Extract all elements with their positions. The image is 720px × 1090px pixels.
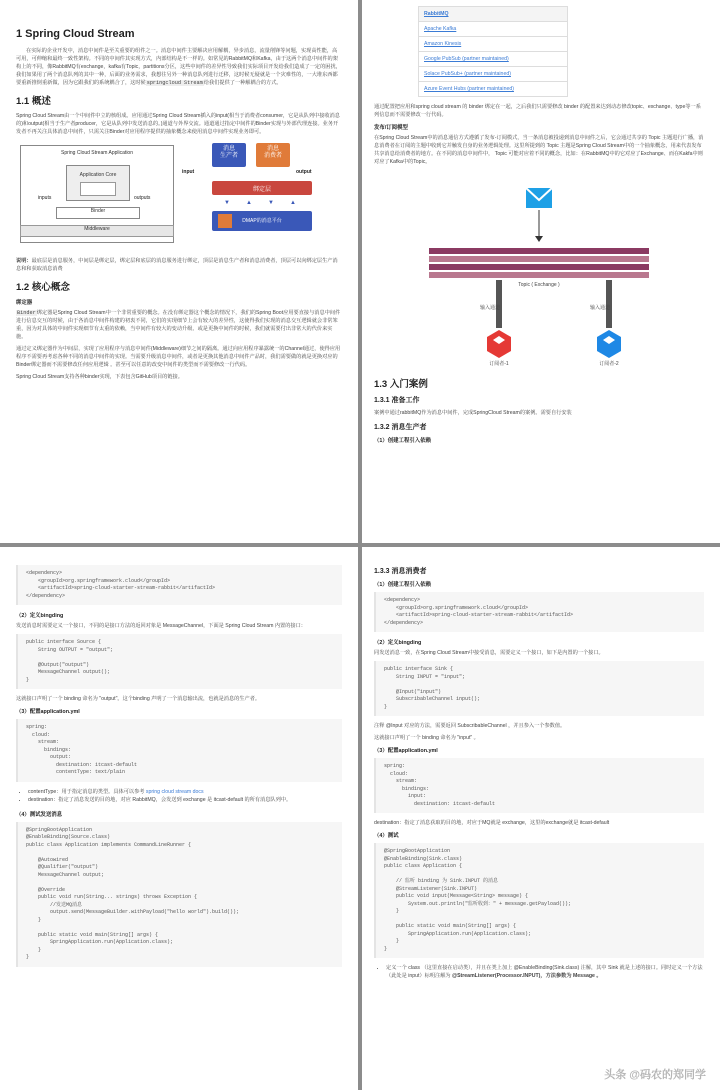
consumer-step-1: （1）创建工程引入依赖 <box>374 582 431 588</box>
producer-yml-code: spring: cloud: stream: bindings: output: destination: itcast-default contentType: text/plain <box>16 719 342 782</box>
binder-heading: 绑定器 <box>16 299 33 306</box>
application-core-label: Application Core <box>79 171 117 178</box>
consumer-box: 消息 消费者 <box>256 143 290 167</box>
content-type-item: • contentType：用于指定消息的类型。具体可以参考 spring cloud stream docs <box>28 788 342 796</box>
binder-paragraph-1: Binder绑定器是Spring Cloud Stream中一个非常重要的概念。在没有绑定器这个概念的情况下，我们的Spring Boot应用要直接与消息中间件进行信息交互的时候，由于各消息中间件构建的初衷不同，它们的实现细节上会有较大的差异性，这使得我们实现的消息交互逻辑就会非常笨重，因为对具体的中间件实现细节有太重的依赖，当中间件有较大的变动升级、或是更换中间件的时候，我们就需要付出非常大的代价来实施。 <box>16 309 341 340</box>
outputs-label: outputs <box>134 194 151 201</box>
section-overview-heading: 1.1 概述 <box>16 96 51 108</box>
diagram-app-label: Spring Cloud Stream Application <box>61 149 133 156</box>
pubsub-diagram-svg <box>374 170 704 370</box>
link-google-pubsub[interactable]: Google PubSub (partner maintained) <box>419 52 568 67</box>
link-kinesis[interactable]: Amazon Kinesis <box>419 37 568 52</box>
destination-item: • destination：指定了消息发送的目的地，对应 RabbitMQ，会发送到 exchange 是 itcast-default 的所有消息队列中。 <box>28 796 342 804</box>
output-flow-label: output <box>296 168 312 175</box>
producer-binding-paragraph-2: 这就接口声明了一个 binding 命名为 "output"。这个binding 声明了一个消息输出流，也就是消息的生产者。 <box>16 696 261 703</box>
section-core-concepts-heading: 1.2 核心概念 <box>16 281 70 293</box>
producer-step-4: （4）测试发送消息 <box>16 811 63 818</box>
preparation-heading: 1.3.1 准备工作 <box>374 397 420 405</box>
rabbitmq-logo-icon <box>218 214 232 228</box>
message-platform-label: DMAP的消息平台 <box>242 217 282 224</box>
diagram-note: 说明：最底层是消息服务，中间层是绑定层，绑定层和底层的消息服务进行绑定，顶层是消息生产者和消息消费者，顶层可以向绑定层生产消息和和获取消息消费 <box>16 257 338 272</box>
producer-dependency-code: <dependency> <groupId>org.springframework.cloud</groupId> <artifactId>spring-cloud-starter-stream-rabbit</artifactId> </dependency> <box>16 565 342 605</box>
link-rabbitmq[interactable]: RabbitMQ <box>419 7 568 22</box>
input-channel-2-label: 输入通道 <box>589 305 610 312</box>
bind-layer-box: 绑定层 <box>212 181 312 195</box>
link-azure[interactable]: Azure Event Hubs (partner maintained) <box>419 82 568 97</box>
binder-box <box>56 207 140 219</box>
topic-bar <box>429 248 649 254</box>
producer-step-1: （1）创建工程引入依赖 <box>374 438 431 445</box>
source-interface-code: public interface Source { String OUTPUT = "output"; @Output("output") MessageChannel output(); } <box>16 634 342 689</box>
binder-label: Binder <box>90 207 106 214</box>
binder-paragraph-2: 通过定义绑定器作为中间层，实现了应用程序与消息中间件(Middleware)细节之间的隔离。通过向应用程序暴露统一的Channel通过，使得应用程序不需要再考虑各种不同的消息中间件的实现。当需要升级消息中间件，或者是更换其他消息中间件产品时，我们需要做的就是更换对应的Binder绑定器而不需要修改任何应用逻辑 。甚至可以任意的改变中间件的类型而不需要修改一行代码。 <box>16 345 341 368</box>
page-title: 1 Spring Cloud Stream <box>16 28 135 40</box>
consumer-note-item: • 定义一个 class （这里直接在启动类），并且在类上加上 @EnableBinding(Sink.class) 注解，其中 Sink 就是上述的接口。同时定义一个方法（此处是 input）标明注解为 @StreamListener(Processor.INPUT)，方法参数为 Message 。 <box>386 964 704 980</box>
consumer-notes-list <box>386 964 704 980</box>
subscriber-2-label: 订阅者-2 <box>599 361 619 368</box>
binder-links-table <box>418 6 568 97</box>
architecture-diagram <box>16 141 342 249</box>
consumer-binding-paragraph: 同发送消息一致，在Spring Cloud Stream中接受消息，需要定义一个接口，如下是内置的一个接口。 <box>374 650 604 656</box>
document-page-1 <box>0 0 358 543</box>
producer-application-code: @SpringBootApplication @EnableBinding(Source.class) public class Application implements CommandLineRunner { @Autowired @Qualifier("output") MessageChannel output; @Override public void run(String... strings) throws Exception { //发送MQ消息 output.send(MessageBuilder.withPayload("hello world").build()); } public static void main(String[] args) { SpringApplication.run(Application.class); } } <box>16 822 342 967</box>
consumer-application-code: @SpringBootApplication @EnableBinding(Sink.class) public class Application { // 监听 binding 为 Sink.INPUT 的消息 @StreamListener(Sink.INPUT) public void input(Message<String> message) { System.out.println("监听收到：" + message.getPayload()); } public static void main(String[] args) { SpringApplication.run(Application.class); } } <box>374 843 704 958</box>
binder-paragraph-3: Spring Cloud Stream支持各种binder实现，下表包含GitHub项目的链接。 <box>16 374 183 381</box>
input-binding-note: 这就接口声明了一个 binding 命名为 "input" 。 <box>374 735 479 742</box>
producer-heading: 1.3.2 消息生产者 <box>374 424 427 432</box>
link-kafka[interactable]: Apache Kafka <box>419 22 568 37</box>
subscriber-1-label: 订阅者-1 <box>489 361 509 368</box>
producer-box: 消息 生产者 <box>212 143 246 167</box>
middleware-box <box>20 225 174 237</box>
document-page-3 <box>0 547 358 1090</box>
section-getting-started-heading: 1.3 入门案例 <box>374 379 428 391</box>
application-core-box <box>66 165 130 201</box>
document-page-2 <box>362 0 720 543</box>
consumer-step-2: （2）定义bingding <box>374 640 422 646</box>
watermark: 头条 @码农的郑同学 <box>604 1069 706 1081</box>
producer-config-list <box>28 788 342 804</box>
producer-binding-paragraph: 发送消息时需要定义一个接口，不同的是接口方法的返回对象是 MessageChannel，下面是 Spring Cloud Stream 内置的接口： <box>16 623 306 629</box>
consumer-step-4: （4）测试 <box>374 833 399 840</box>
core-inner-box <box>80 182 116 196</box>
middleware-label: Middleware <box>84 225 110 232</box>
binder-config-paragraph: 通过配置把应用和spring cloud stream 的 binder 绑定在一起，之后我们只需要修改 binder 的配置来达到动态修改topic、exchange、type等一系列信息而不需要修改一行代码。 <box>374 104 701 119</box>
topic-label: Topic ( Exchange ) <box>518 282 560 289</box>
arrow-row: ▼ ▲ ▼ ▲ <box>220 199 310 207</box>
input-flow-label: input <box>182 168 195 175</box>
link-solace[interactable]: Solace PubSub+ (partner maintained) <box>419 67 568 82</box>
document-page-4 <box>362 547 720 1090</box>
pubsub-diagram <box>374 170 704 370</box>
consumer-step-3: （3）配置application.yml <box>374 748 438 755</box>
pubsub-heading: 发布/订阅模型 <box>374 125 408 132</box>
inputs-label: inputs <box>38 194 52 201</box>
pubsub-paragraph: 在Spring Cloud Stream中的消息通信方式遵循了发布-订阅模式，当一条消息被投递到消息中间件之后，它会通过共享的 Topic 主题进行广播，消息消费者在订阅的主题中收到它并触发自身的业务逻辑处理。这里所提到的 Topic 主题是Spring Cloud Stream中的一个抽象概念，用来代表发布共享消息给消费者的地方。在不同的消息中间件中， Topic 可能对应着不同的概念，比如：在RabbitMQ中的它对应了Exchange、而在Kakfa中则对应了Kafka中的Topic。 <box>374 135 704 166</box>
consumer-destination-paragraph: destination：指定了消息获取的目的地，对应于MQ就是 exchange，这里的exchange就是 itcast-default <box>374 820 610 827</box>
sink-interface-code: public interface Sink { String INPUT = "input"; @Input("input") SubscribableChannel input(); } <box>374 661 704 716</box>
consumer-yml-code: spring: cloud: stream: bindings: input: destination: itcast-default <box>374 758 704 813</box>
intro-paragraph: 在实际的企业开发中，消息中间件是至关重要的组件之一。消息中间件主要解决应用解耦，异步消息，流量削锋等问题，实现高性能，高可用，可伸缩和最终一致性架构。不同的中间件其实现方式，内部结构是不一样的。如常见的RabbitMQ和Kafka，由于这两个消息中间件的架构上的不同，像RabbitMQ有exchange，kafka有Topic，partitions分区，这些中间件的差异性导致我们实际项目开发给我们造成了一定的困扰，我们如果用了两个消息队列的其中一种，后面的业务需求，我想往另外一种消息队列进行迁移，这时候无疑就是一个灾难性的，一大堆东西都要重新推倒重新做，因为它跟我们的系统耦合了，这时候springcloud Stream给我们提供了一种解耦合的方式。 <box>16 48 341 87</box>
producer-step-3: （3）配置application.yml <box>16 709 80 716</box>
consumer-dependency-code: <dependency> <groupId>org.springframework.cloud</groupId> <artifactId>spring-cloud-starter-stream-rabbit</artifactId> </dependency> <box>374 592 704 632</box>
producer-step-2: （2）定义bingding <box>16 613 64 619</box>
input-channel-1-label: 输入通道 <box>479 305 500 312</box>
input-annotation-note: 注释 @Input 对应的方法，需要返回 SubscribableChannel ，并且参入一个参数值。 <box>374 723 566 730</box>
preparation-paragraph: 案例中通过rabbitMQ作为消息中间件，完成SpringCloud Stream的案例。需要自行安装 <box>374 410 572 417</box>
stream-docs-link[interactable]: spring cloud stream docs <box>145 788 204 795</box>
consumer-heading: 1.3.3 消息消费者 <box>374 568 427 575</box>
overview-paragraph: Spring Cloud Stream由一个中间件中立的核组成。应用通过Spring Cloud Stream插入的input(相当于消费者consumer，它是从队列中接收消息的)和output(相当于生产者producer，它是从队列中发送消息的。)通道与外界交流。通道通过指定中间件的Binder实现与外部代理连接。业务开发者不再关注具体消息中间件，只需关注Binder对应用程序提供的抽象概念来使用消息中间件实现业务即可。 <box>16 113 340 136</box>
